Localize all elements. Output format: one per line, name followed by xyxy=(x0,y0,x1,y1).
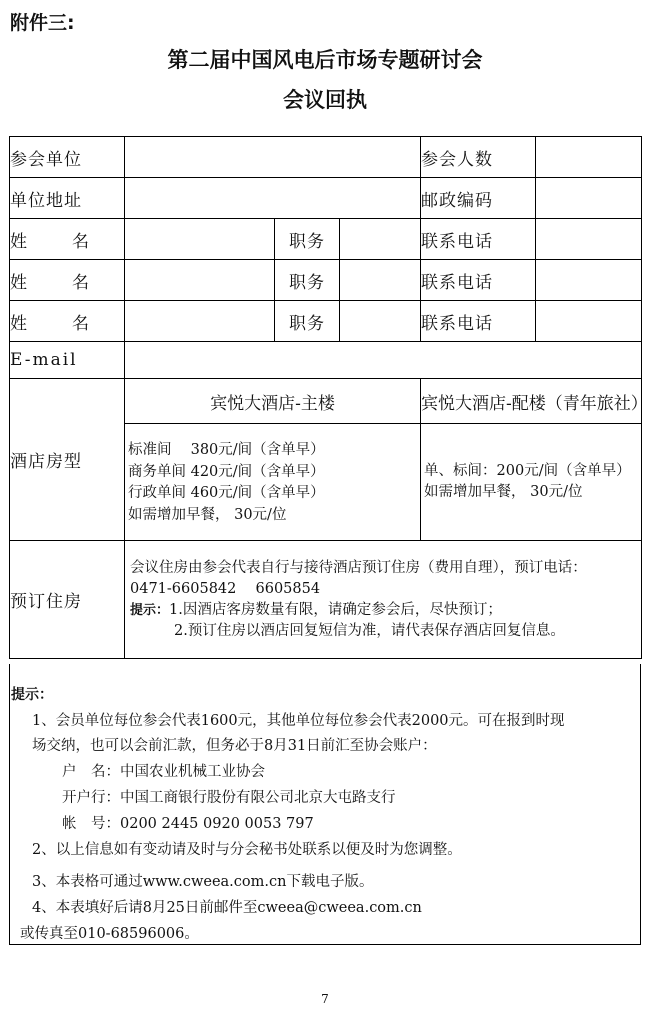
phone-field[interactable] xyxy=(536,301,642,342)
unit-label: 参会单位 xyxy=(10,137,125,178)
rate-line: 如需增加早餐， 30元/位 xyxy=(128,506,287,523)
page-subtitle: 会议回执 xyxy=(283,88,367,112)
hotel-annex-rates xyxy=(421,424,642,541)
email-label: E-mail xyxy=(10,342,125,379)
note-item-4: 4、本表填好后请8月25日前邮件至cweea@cweea.com.cn xyxy=(32,900,422,916)
count-field[interactable] xyxy=(536,137,642,178)
position-label: 职务 xyxy=(275,301,340,342)
booking-text: 会议住房由参会代表自行与接待酒店预订住房（费用自理），预订电话： xyxy=(130,559,587,576)
phone-label: 联系电话 xyxy=(421,301,536,342)
hotel-annex-title: 宾悦大酒店-配楼（青年旅社） xyxy=(421,379,642,424)
position-field[interactable] xyxy=(340,260,421,301)
phone-label: 联系电话 xyxy=(421,219,536,260)
phone-field[interactable] xyxy=(536,219,642,260)
note-item-1-cont: 场交纳，也可以会前汇款，但务必于8月31日前汇至协会账户： xyxy=(32,738,437,754)
position-field[interactable] xyxy=(340,301,421,342)
note-item-4-cont: 或传真至010-68596006。 xyxy=(20,926,199,942)
position-field[interactable] xyxy=(340,219,421,260)
rate-line: 行政单间 460元/间（含单早） xyxy=(128,485,325,501)
position-label: 职务 xyxy=(275,260,340,301)
postcode-field[interactable] xyxy=(536,178,642,219)
account-name: 户 名：中国农业机械工业协会 xyxy=(62,764,265,780)
note-item-3: 3、本表格可通过www.cweea.com.cn下载电子版。 xyxy=(32,874,374,890)
room-type-label: 酒店房型 xyxy=(10,379,125,541)
booking-tip-label: 提示： xyxy=(130,602,170,618)
position-label: 职务 xyxy=(275,219,340,260)
count-label: 参会人数 xyxy=(421,137,536,178)
booking-phone: 0471-6605842 6605854 xyxy=(130,580,321,597)
hotel-main-rates xyxy=(125,424,421,541)
phone-field[interactable] xyxy=(536,260,642,301)
address-field[interactable] xyxy=(125,178,421,219)
page-title: 第二届中国风电后市场专题研讨会 xyxy=(167,48,483,72)
note-item-2: 2、以上信息如有变动请及时与分会秘书处联系以便及时为您调整。 xyxy=(32,842,462,858)
booking-tip: 1.因酒店客房数量有限，请确定参会后，尽快预订； xyxy=(169,601,502,618)
postcode-label: 邮政编码 xyxy=(421,178,536,219)
rate-line: 如需增加早餐， 30元/位 xyxy=(424,484,583,500)
notes-box xyxy=(9,664,641,945)
rate-line: 标准间 380元/间（含单早） xyxy=(128,442,325,458)
rate-line: 商务单间 420元/间（含单早） xyxy=(128,463,325,480)
email-field[interactable] xyxy=(125,342,642,379)
name-field[interactable] xyxy=(125,260,275,301)
booking-label: 预订住房 xyxy=(10,541,125,659)
name-field[interactable] xyxy=(125,301,275,342)
account-bank: 开户行：中国工商银行股份有限公司北京大屯路支行 xyxy=(62,790,396,806)
hotel-main-title: 宾悦大酒店-主楼 xyxy=(125,379,421,424)
rate-line: 单、标间：200元/间（含单早） xyxy=(424,462,631,479)
notes-heading: 提示： xyxy=(11,687,53,703)
name-field[interactable] xyxy=(125,219,275,260)
name-label: 姓 名 xyxy=(10,219,125,260)
name-label: 姓 名 xyxy=(10,301,125,342)
name-label: 姓 名 xyxy=(10,260,125,301)
registration-form-table xyxy=(9,136,648,659)
booking-info xyxy=(125,541,642,659)
unit-field[interactable] xyxy=(125,137,421,178)
phone-label: 联系电话 xyxy=(421,260,536,301)
account-number: 帐 号：0200 2445 0920 0053 797 xyxy=(62,816,314,832)
booking-tip: 2.预订住房以酒店回复短信为准，请代表保存酒店回复信息。 xyxy=(174,622,565,639)
note-item-1: 1、会员单位每位参会代表1600元，其他单位每位参会代表2000元。可在报到时现 xyxy=(32,713,565,729)
address-label: 单位地址 xyxy=(10,178,125,219)
annex-label: 附件三: xyxy=(10,12,75,34)
page-number: 7 xyxy=(321,992,329,1006)
